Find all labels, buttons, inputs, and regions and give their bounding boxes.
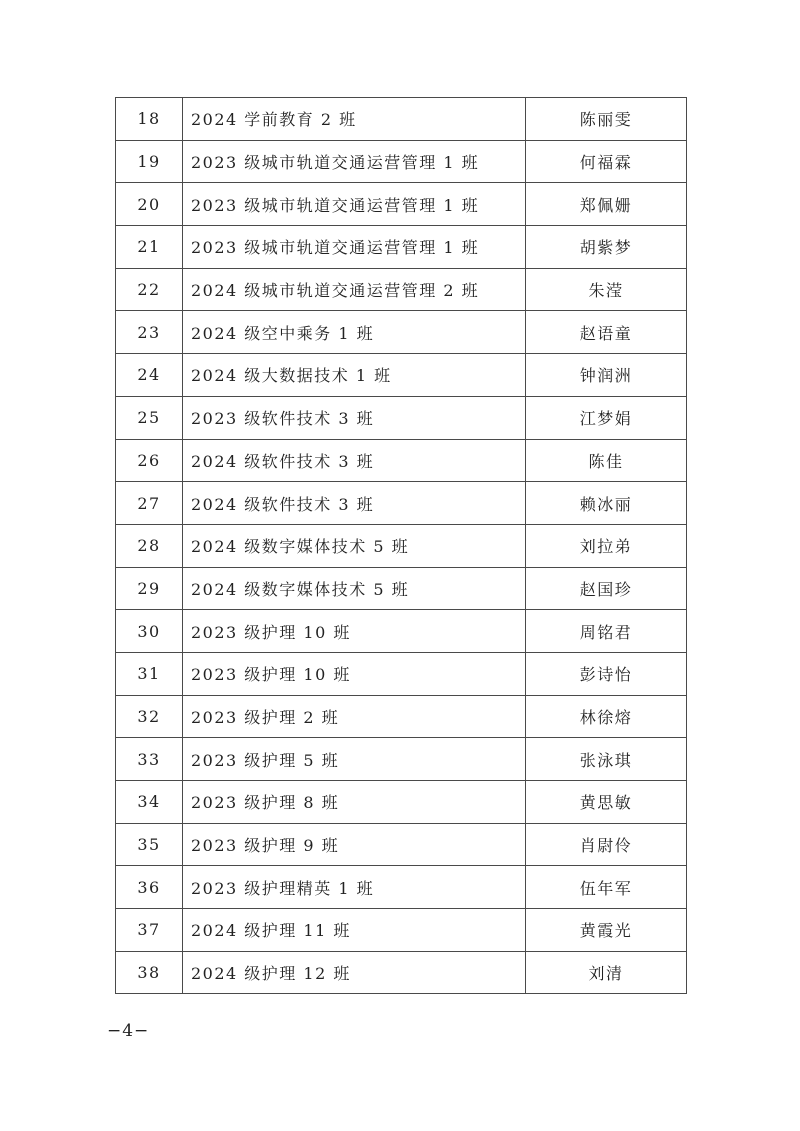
table-row: [116, 311, 687, 354]
table-row: [116, 482, 687, 525]
student-name-cell: 陈丽雯: [526, 98, 687, 141]
row-number-cell: 23: [116, 311, 183, 354]
table-row: [116, 226, 687, 269]
row-number-cell: 34: [116, 781, 183, 824]
student-name-cell: 黄思敏: [526, 781, 687, 824]
class-name-cell: 2024 级软件技术 3 班: [183, 439, 526, 482]
row-number-cell: 29: [116, 567, 183, 610]
student-name-cell: 黄霞光: [526, 909, 687, 952]
roster-table-body: [116, 98, 687, 994]
class-name-cell: 2023 级城市轨道交通运营管理 1 班: [183, 226, 526, 269]
table-row: [116, 652, 687, 695]
row-number-cell: 36: [116, 866, 183, 909]
student-name-cell: 张泳琪: [526, 738, 687, 781]
student-name-cell: 赖冰丽: [526, 482, 687, 525]
student-name-cell: 江梦娟: [526, 396, 687, 439]
class-name-cell: 2024 级大数据技术 1 班: [183, 354, 526, 397]
class-name-cell: 2023 级城市轨道交通运营管理 1 班: [183, 183, 526, 226]
class-name-cell: 2023 级护理 10 班: [183, 610, 526, 653]
class-name-cell: 2024 级数字媒体技术 5 班: [183, 524, 526, 567]
page-number: −4−: [107, 1021, 150, 1041]
student-name-cell: 陈佳: [526, 439, 687, 482]
class-name-cell: 2023 级护理精英 1 班: [183, 866, 526, 909]
table-row: [116, 524, 687, 567]
student-name-cell: 林徐熔: [526, 695, 687, 738]
table-row: [116, 183, 687, 226]
student-name-cell: 刘清: [526, 951, 687, 994]
row-number-cell: 38: [116, 951, 183, 994]
student-name-cell: 胡紫梦: [526, 226, 687, 269]
class-name-cell: 2023 级软件技术 3 班: [183, 396, 526, 439]
student-roster-table: [115, 97, 687, 994]
table-row: [116, 439, 687, 482]
row-number-cell: 18: [116, 98, 183, 141]
table-row: [116, 610, 687, 653]
student-name-cell: 刘拉弟: [526, 524, 687, 567]
class-name-cell: 2024 级软件技术 3 班: [183, 482, 526, 525]
student-name-cell: 钟润洲: [526, 354, 687, 397]
class-name-cell: 2023 级护理 5 班: [183, 738, 526, 781]
student-name-cell: 伍年军: [526, 866, 687, 909]
class-name-cell: 2024 级空中乘务 1 班: [183, 311, 526, 354]
row-number-cell: 27: [116, 482, 183, 525]
student-name-cell: 何福霖: [526, 140, 687, 183]
class-name-cell: 2023 级护理 9 班: [183, 823, 526, 866]
row-number-cell: 26: [116, 439, 183, 482]
class-name-cell: 2023 级护理 2 班: [183, 695, 526, 738]
table-row: [116, 695, 687, 738]
table-row: [116, 738, 687, 781]
table-row: [116, 909, 687, 952]
student-name-cell: 赵国珍: [526, 567, 687, 610]
table-row: [116, 567, 687, 610]
row-number-cell: 22: [116, 268, 183, 311]
student-name-cell: 肖尉伶: [526, 823, 687, 866]
row-number-cell: 20: [116, 183, 183, 226]
class-name-cell: 2024 级护理 12 班: [183, 951, 526, 994]
row-number-cell: 24: [116, 354, 183, 397]
class-name-cell: 2024 学前教育 2 班: [183, 98, 526, 141]
student-name-cell: 周铭君: [526, 610, 687, 653]
row-number-cell: 31: [116, 652, 183, 695]
student-name-cell: 彭诗怡: [526, 652, 687, 695]
row-number-cell: 21: [116, 226, 183, 269]
row-number-cell: 25: [116, 396, 183, 439]
row-number-cell: 33: [116, 738, 183, 781]
table-row: [116, 866, 687, 909]
row-number-cell: 37: [116, 909, 183, 952]
class-name-cell: 2024 级护理 11 班: [183, 909, 526, 952]
table-row: [116, 140, 687, 183]
row-number-cell: 32: [116, 695, 183, 738]
row-number-cell: 30: [116, 610, 183, 653]
class-name-cell: 2023 级护理 10 班: [183, 652, 526, 695]
student-name-cell: 赵语童: [526, 311, 687, 354]
class-name-cell: 2023 级城市轨道交通运营管理 1 班: [183, 140, 526, 183]
row-number-cell: 19: [116, 140, 183, 183]
class-name-cell: 2023 级护理 8 班: [183, 781, 526, 824]
row-number-cell: 28: [116, 524, 183, 567]
student-name-cell: 郑佩姗: [526, 183, 687, 226]
table-row: [116, 396, 687, 439]
table-row: [116, 98, 687, 141]
class-name-cell: 2024 级数字媒体技术 5 班: [183, 567, 526, 610]
table-row: [116, 823, 687, 866]
table-row: [116, 268, 687, 311]
table-row: [116, 951, 687, 994]
table-row: [116, 354, 687, 397]
row-number-cell: 35: [116, 823, 183, 866]
class-name-cell: 2024 级城市轨道交通运营管理 2 班: [183, 268, 526, 311]
student-name-cell: 朱滢: [526, 268, 687, 311]
table-row: [116, 781, 687, 824]
